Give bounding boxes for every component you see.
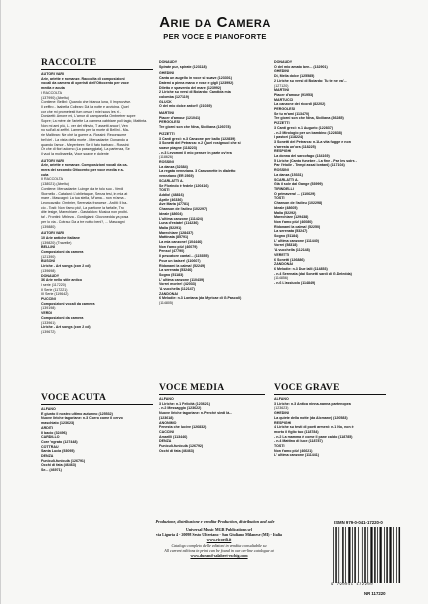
work-title: Arie, ariette e romanze. Raccolta di composizioni — [41, 76, 125, 81]
work-title: 10 Arie antiche italiane — [41, 235, 80, 240]
composer-name: GHEDINI — [274, 411, 289, 416]
work-detail: dite lesige, Marechiare - Gastaldon: Musica non proibi- — [41, 210, 129, 215]
work-detail: (133961) — [41, 320, 56, 325]
composer-name: GLUCK — [159, 99, 172, 104]
work-title: maschiato (123623) — [41, 421, 75, 426]
work-title: - n.2 Mirologio per un bambino (122838) — [274, 130, 342, 135]
composer-name: MARTINI — [274, 88, 289, 93]
work-detail: (118626) — [159, 155, 174, 160]
work-title: 3 Sonetti del Petrarca: n.1La vita fugge e non — [274, 139, 351, 144]
composer-name: SCARLATTI A. — [274, 177, 299, 182]
work-detail: II RACCOLTA — [41, 177, 64, 182]
work-title: L' ultima canzone (111440) — [274, 238, 319, 243]
composer-name: COTTRAU — [41, 444, 59, 449]
composer-name: ALFANO — [41, 407, 56, 411]
work-detail: (114805) — [159, 301, 174, 306]
ismn-number: ISMN 979-0-041-17220-0 — [334, 520, 383, 525]
voce-acuta-section — [41, 393, 153, 519]
work-title: Tre giorni son che Nina, Siciliana (126078) — [159, 125, 231, 130]
work-detail: cor che mi prometesti fum cesur i miei sous les ri - — [41, 109, 121, 114]
work-detail: I serie (117220) — [41, 282, 66, 287]
work-title: Ideale (48604) — [159, 211, 183, 216]
work-title: La danza (15331) — [274, 172, 303, 177]
work-detail: (114856) — [274, 276, 289, 281]
work-title: Se... (46971) — [41, 468, 62, 473]
work-title: Addio! (48816) — [159, 192, 184, 197]
composer-name: SCARLATTI A. — [159, 178, 184, 183]
work-title: vocali da camera di operisti dell'Ottocento per voce — [41, 81, 129, 86]
work-detail: mare - Mascagni: La tua stella, M'ama... non m'ama - — [41, 196, 126, 201]
work-title: Ideale (48605) — [274, 205, 298, 210]
website-link[interactable]: www.ricordi.it — [206, 537, 232, 543]
work-title: Aprile (46336) — [159, 197, 183, 202]
work-detail: Il zeffiro - Isabella Colbran: Dà la notte e avvicina. Quel — [41, 104, 129, 109]
work-title: Pour un baiser! (110607) — [159, 258, 201, 263]
composer-name: DONAUDY — [41, 273, 60, 278]
work-detail: Donizetti: Amore mi, L'amor di campanella Ombretrer sopre — [41, 114, 136, 119]
work-title: Occhi di fata (46463) — [159, 448, 194, 453]
composer-name: DONAUDY — [274, 60, 293, 64]
work-title: O del mio amato ben... (132901) — [274, 64, 328, 69]
work-title: Santa Lucia (53095) — [41, 449, 75, 454]
composer-name: ROSSINI — [274, 168, 289, 173]
work-title: 4 Liriche su testi di poeti armeni: n.1 No, non è — [274, 425, 354, 430]
work-title: 36 Arie nello stile antico — [41, 278, 83, 283]
work-title: Liriche - Art songs (con 2 cd) — [41, 325, 91, 330]
work-detail: (139672) — [41, 329, 56, 334]
work-title: O primavera! ... (110629) — [274, 191, 316, 196]
voce-acuta-continued-list — [159, 60, 265, 306]
work-title: Il bacio (32496) — [41, 430, 67, 435]
work-title: veneziano (ER 2569) — [159, 174, 194, 179]
publisher-address: via Liguria 4 - 20098 Sesto Ulteriano - San Giuliano Milanese (MI) - Italia — [156, 532, 282, 538]
work-title: Marechiare (129438) — [274, 215, 309, 220]
work-detail: (139880) — [41, 224, 56, 229]
section-title-voce-grave: VOCE GRAVE — [274, 383, 340, 393]
composer-name: VERETTI — [274, 252, 290, 257]
work-title: 3 Liriche: n.3 Antica ninna-nanna partenopea — [274, 401, 351, 406]
catalogue-number: NR 117220 — [364, 591, 386, 596]
masthead — [1, 14, 428, 41]
work-detail: cio - Tosti: Non t'amo più!, La partione la farfalle, Tro — [41, 205, 124, 210]
composer-name: ZANDONAI — [159, 291, 178, 296]
work-title: Nuove liriche tagoriane: n.3 Corro come il cervo — [41, 416, 123, 421]
work-title: Fenesta che lucive (126832) — [159, 425, 207, 430]
work-title: Vorrei morire! (42033) — [159, 282, 196, 287]
work-title: Se tu m'ami (113470) — [274, 111, 310, 116]
work-title: Ridonami la calma! (52250) — [274, 224, 321, 229]
work-title: La canzone dei ricordi (82202) — [274, 102, 326, 107]
work-detail: III Serie (119642) — [41, 292, 69, 297]
composer-name: RESPIGHI — [274, 149, 292, 154]
work-title: Funiculì-funiculà (126791) — [41, 458, 86, 463]
work-detail: no sull'ali ai zeffiri. Lamento per la morte di Bellini - Ma- — [41, 128, 129, 133]
work-detail: Sopre; La mère de l'ariette La camera cabbiare poli tagio, Mattinta. — [41, 119, 148, 124]
composer-name: BELLINI — [41, 245, 55, 250]
work-detail: bel'ciel - La vista della morte - Mercadante: Donando a — [41, 137, 128, 142]
work-title: Se Florindo è fedele (120416) — [159, 183, 209, 188]
voce-grave-section — [274, 383, 386, 517]
work-title: 3 Liriche: n.1 Felicità (123621) — [159, 401, 210, 406]
work-title: Occhi di fata (46463) — [41, 463, 76, 468]
work-title: Già il sole dal Gange (53999) — [274, 182, 323, 187]
work-detail: (139698) — [41, 268, 56, 273]
catalogue-link[interactable]: www.durand-salabert-eschig.com — [190, 553, 248, 559]
composer-name: ALFANO — [159, 397, 174, 401]
voce-media-list — [159, 397, 265, 453]
work-detail: (123623) — [274, 406, 289, 411]
work-title: Chanson de l'adieu (102298) — [274, 201, 323, 206]
composer-name: GHEDINI — [274, 69, 289, 74]
voce-grave-list — [274, 397, 386, 458]
catalogue-note-english: All current editions in print can be found in our on-line catalogue at — [164, 547, 274, 553]
work-detail: Or che di fiori adorno (La passeggiata), La partenza, Se — [41, 147, 130, 152]
work-title: La regata veneziana. 3 Canzonette in dialetto — [159, 169, 236, 174]
composer-name: DENZA — [41, 454, 54, 459]
work-title: La danza (32384) — [159, 164, 188, 169]
production-notice: Produzione, distribuzione e vendita-Production, distribution and sale — [155, 519, 275, 524]
work-detail: rie Malibran: Ne chè la guerre a. Rossini: Reconsume — [41, 133, 127, 138]
work-title: Chanson de l'adieu (102297) — [159, 207, 208, 212]
work-title: 3 Canti greci: n.1 Augurio (122837) — [274, 125, 333, 130]
composer-name: DENZA — [159, 439, 172, 444]
work-title: - n.2 La mamma è come il pane caldo (118785) — [274, 434, 353, 439]
composer-name: PUCCINI — [41, 297, 56, 302]
composer-name: PIZZETTI — [159, 131, 175, 136]
work-title: Il pescatore canta!... (115355) — [159, 254, 209, 259]
work-title: 2 Liriche su versi di Boiardo: Candida mia — [159, 90, 231, 95]
raccolte-section — [41, 58, 153, 358]
work-title: Spirate pur, spirate (123118) — [159, 64, 207, 69]
work-title: 2 Liriche su versi di Boiardo: Tu te ne va'... — [274, 78, 347, 83]
work-detail: (138021) (Abeltu) — [41, 182, 69, 187]
composer-name: TOSTI — [274, 444, 285, 449]
work-detail: Contiene: Bellini: Quando che bianca luna, Il Improvvise. — [41, 100, 132, 105]
barcode — [331, 527, 405, 583]
work-detail: (137990) (Abeltu) — [41, 95, 69, 100]
work-title: Core 'ngrato (127448) — [41, 439, 78, 444]
work-title: s'arresta un'ora (118225) — [274, 144, 316, 149]
work-title: 3 Sonetti del Petrarca: n.2 Quel rosignuol che si — [159, 141, 241, 146]
work-title: Sogno (51183) — [159, 272, 184, 277]
work-title: Non t'amo più! (46079) — [159, 244, 198, 249]
work-title: 6 Sonetti (126886) — [274, 257, 305, 262]
work-title: Diletto e spavento del mare (123992) — [159, 85, 222, 90]
work-title: 3 Canti greci: n.3 Canzone per ballo (122839) — [159, 136, 236, 141]
work-detail: il vuol la molinarella, Voce soave e dolente — [41, 151, 109, 156]
work-title: Ave Maria (47781) — [159, 202, 190, 207]
composer-name: ZANDONAI — [274, 262, 293, 267]
work-title: 6 Melodie: n.3 Lontana (da Myricae di G.Pascoli) — [159, 296, 242, 301]
voce-acuta-continued-section — [159, 60, 265, 370]
work-title: L' ultima canzone (110439) — [159, 277, 205, 282]
composer-name: ANONIMO — [159, 420, 177, 425]
work-title: La donna del sarcofago (134169) — [274, 154, 330, 159]
composer-name: CACCINI — [159, 429, 174, 434]
work-title: Non t'amo più! (46080) — [274, 219, 313, 224]
work-title: Di, Melia dolce (125585) — [274, 74, 315, 79]
work-detail: (127120) — [274, 83, 289, 88]
work-title: Piacer d'amour (91953) — [274, 92, 314, 97]
work-title: Luna d'estate! (114236) — [159, 221, 199, 226]
work-title: Amarilli (113446) — [159, 434, 188, 439]
work-detail: Contiene: Mercadante: Luinge da te tolo suo - Verdi — [41, 186, 124, 191]
section-title-voce-media: VOCE MEDIA — [159, 383, 225, 393]
composer-name: AUTORI VARI — [41, 72, 65, 76]
composer-name: GHEDINI — [159, 71, 174, 76]
work-title: mera dei secondo Ottocento per voce media e a- — [41, 168, 124, 173]
composer-name: ARDITI — [41, 425, 53, 430]
barcode-digits: 9 790041 172200 — [331, 583, 374, 587]
composer-name: PERGOLESI — [274, 107, 295, 112]
work-title: Par l'étoile - Tempi assai lontani) (117104) — [274, 163, 345, 168]
section-divider — [41, 69, 153, 70]
composer-name: PIZZETTI — [274, 121, 290, 126]
work-title: Vorrei (58318) — [274, 243, 298, 248]
section-divider — [159, 394, 265, 395]
work-detail: (139820) (Travelle) — [41, 240, 72, 245]
composer-name: MARTUCCI — [274, 97, 294, 102]
work-title: Mattinata (85791) — [159, 235, 189, 240]
composer-name: TOSTI — [274, 196, 285, 201]
work-title: 'A vucchella (112148) — [274, 248, 310, 253]
work-title: Datemi a piena mano e rose e gigli (123992) — [159, 80, 234, 85]
work-title: Composizioni da camera — [41, 250, 84, 255]
work-title: Tre giorni son che Nina, Siciliana (36285) — [274, 116, 344, 121]
work-title: Composizioni vocali da camera — [41, 301, 95, 306]
composer-name: AUTORI VARI — [41, 158, 65, 163]
voce-media-section — [159, 383, 265, 517]
work-detail: I RACCOLTA — [41, 90, 63, 95]
work-title: Penso! (47790) — [159, 249, 185, 254]
work-detail: Stornello - Catalani: L'oblietaque, Senza tesi, in mia at — [41, 191, 128, 196]
work-title: La quiete della notte (da Alcmane) (120583) — [274, 415, 348, 420]
work-title: - n.3 Levommi il mio penser in parte ov'era — [159, 150, 232, 155]
work-title: Sogno (51184) — [274, 234, 299, 239]
work-title: - n.6 L'assiuolo (114849) — [274, 281, 316, 286]
composer-name: AUTORI VARI — [41, 231, 65, 236]
catalogue-subtitle: PER VOCE E PIANOFORTE — [163, 32, 267, 41]
voce-media-continued-section — [274, 60, 386, 374]
work-title: - n.2 Messaggio (123622) — [159, 406, 202, 411]
section-title-voce-acuta: VOCE ACUTA — [41, 393, 107, 403]
work-detail: II Serie (117221) — [41, 287, 68, 292]
work-title: I pastori (118224) — [274, 135, 304, 140]
work-title: L' ultima canzone (111441) — [274, 453, 319, 458]
composer-name: TIRINDELLI — [274, 186, 294, 191]
raccolte-list — [41, 72, 153, 335]
voce-acuta-list — [41, 407, 153, 473]
work-title: L'ultima canzone (111424) — [159, 216, 203, 221]
work-title: Malia (52291) — [159, 225, 182, 230]
voce-media-continued-list — [274, 60, 386, 286]
work-title: - n.4 Serenata (dai Sonetti sardi di G.Deledda) — [274, 271, 352, 276]
work-title: La serenata (53247) — [274, 229, 308, 234]
work-title: Nuove liriche tagoriane: n.Perchè siedi là... — [159, 411, 233, 416]
composer-name: RESPIGHI — [274, 420, 292, 425]
work-detail: (121390) — [41, 254, 56, 259]
work-title: O del mio dolce ardor!! (21039) — [159, 104, 212, 109]
work-title: Funiculì-funiculà (126792) — [159, 444, 204, 449]
composer-name: CARDILLO — [41, 435, 60, 440]
work-detail: (139198) — [41, 306, 56, 311]
section-divider — [274, 394, 386, 395]
work-title: Ridonami la calma! (52249) — [159, 263, 206, 268]
composer-name: ALFANO — [274, 397, 289, 401]
work-detail: per lo via - Cotrau: Da a tre notto beni?, ... Mascagni — [41, 219, 125, 224]
composer-name: ROSSINI — [159, 160, 174, 165]
work-title: Piacer d'amour (121041) — [159, 115, 201, 120]
composer-name: TOSTI — [159, 188, 170, 193]
work-title: Arie, ariette e romanze. Composizioni vocali da ca- — [41, 163, 128, 168]
work-title: morto il figlio tuo (118784) — [274, 429, 319, 434]
work-title: colomba (127119) — [159, 94, 189, 99]
work-title: Marechiare (128437) — [159, 230, 194, 235]
catalogue-note-italian: Catalogo completo delle edizioni in vendita consultabile su — [171, 542, 267, 548]
work-title: La mia canzone! (104446) — [159, 240, 203, 245]
work-title: soave piagne (118223) — [159, 145, 197, 150]
work-title: 6 Melodie: n.3 Due lalli (114853) — [274, 266, 328, 271]
work-title: Liriche - Art songs (con 2 cd) — [41, 264, 91, 269]
work-title: 5 Liriche (Canto funebre - La fine - Par les soirs - — [274, 158, 357, 163]
composer-name: BUSONI — [41, 259, 55, 264]
work-title: Non t'amo più! (46621) — [274, 448, 313, 453]
publisher-block — [119, 527, 319, 558]
composer-name: VERDI — [41, 311, 52, 316]
work-title: E giunto il nostro ultimo autunno (125532) — [41, 411, 113, 416]
work-title: cuta — [41, 172, 49, 177]
work-title: media e acuta — [41, 86, 65, 91]
work-detail: Leoncavallo: Ombrier, Serenata francese - Arditi: Il ba- — [41, 200, 128, 205]
work-detail: quando l'amor - Meyerbeer: Se il fato barbaro - Rossini: — [41, 142, 130, 147]
work-title: 'A vucchella (112147) — [159, 287, 195, 292]
work-title: Canta un augello in voce si suave (123301) — [159, 76, 232, 81]
composer-name: PERGOLESI — [159, 120, 180, 125]
work-title: Malia (52292) — [274, 210, 297, 215]
section-title-raccolte: RACCOLTE — [41, 58, 97, 68]
work-title: La serenata (53246) — [159, 268, 193, 273]
catalogue-title: Arie da Camera — [159, 14, 271, 31]
composer-name: DONAUDY — [159, 60, 178, 64]
work-detail: ta! - Frontini: Mbleza - Gordigiani: Giovonedda ya posa — [41, 215, 129, 220]
section-divider — [41, 404, 153, 405]
work-title: - n.4 Mattino di luce (118787) — [274, 439, 323, 444]
publisher-name: Universal Music MGB Publications srl — [186, 527, 252, 532]
composer-name: MARTINI — [159, 111, 174, 116]
work-title: Composizioni da camera — [41, 315, 84, 320]
work-detail: Non mi ami più, L. ver del rifinvio, T assetti ancor!, Ven — [41, 123, 128, 128]
work-title: (123618) — [159, 415, 174, 420]
